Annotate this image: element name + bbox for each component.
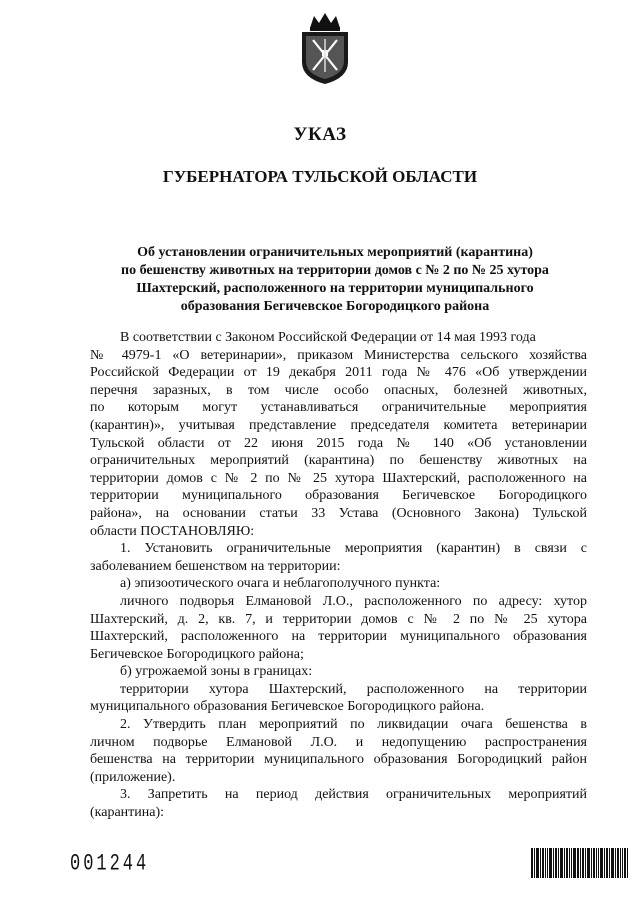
body-line: бешенства на территории муниципального образования Богородицкий район bbox=[90, 752, 587, 768]
body-line: № 4979-1 «О ветеринарии», приказом Министерства сельского хозяйства bbox=[90, 347, 587, 363]
body-line: б) угрожаемой зоны в границах: bbox=[120, 664, 313, 680]
document-serial-number: 001244 bbox=[70, 852, 150, 878]
body-line: муниципального образования Бегичевское Богородицкого района. bbox=[90, 699, 485, 715]
subject-line: Об установлении ограничительных мероприятий (карантина) bbox=[137, 245, 533, 260]
body-line: территории хутора Шахтерский, расположенного на территории bbox=[120, 681, 587, 697]
body-line: 1. Установить ограничительные мероприятия (карантин) в связи с bbox=[120, 541, 587, 557]
body-line: ограничительных мероприятий (карантина) по бешенству животных на bbox=[90, 453, 587, 469]
document-title: УКАЗ bbox=[293, 124, 347, 145]
body-line: а) эпизоотического очага и неблагополучного пункта: bbox=[120, 576, 441, 592]
body-line: по которым могут устанавливаться ограничительные мероприятия bbox=[90, 400, 587, 416]
body-line: Шахтерский, расположенного на территории муниципального образования bbox=[90, 629, 587, 645]
body-line: Бегичевское Богородицкого района; bbox=[90, 646, 304, 662]
body-line: В соответствии с Законом Российской Федерации от 14 мая 1993 года bbox=[120, 330, 536, 345]
document-subject bbox=[100, 244, 570, 316]
tula-coat-of-arms-icon bbox=[298, 10, 352, 86]
body-line: области ПОСТАНОВЛЯЮ: bbox=[90, 523, 255, 539]
body-line: Шахтерский, д. 2, кв. 7, и территории домов с № 2 по № 25 хутора bbox=[90, 611, 587, 627]
body-line: района», на основании статьи 33 Устава (Основного Закона) Тульской bbox=[90, 505, 587, 521]
body-line: территории муниципального образования Бегичевское Богородицкого bbox=[90, 488, 587, 504]
subject-line: образования Бегичевское Богородицкого района bbox=[180, 299, 490, 314]
body-line: 3. Запретить на период действия ограничительных мероприятий bbox=[120, 787, 587, 803]
document-body bbox=[90, 329, 587, 822]
body-line: (карантин)», учитывая представление председателя комитета ветеринарии bbox=[90, 417, 587, 433]
body-line: заболеванием бешенством на территории: bbox=[90, 558, 341, 574]
body-line: (карантина): bbox=[90, 805, 165, 821]
subject-line: по бешенству животных на территории домов с № 2 по № 25 хутора bbox=[121, 263, 549, 278]
body-line: территории домов с № 2 по № 25 хутора Шахтерский, расположенного на bbox=[90, 470, 587, 486]
body-line: перечня заразных, в том числе особо опасных, болезней животных, bbox=[90, 382, 587, 398]
body-line: личного подворья Елмановой Л.О., расположенного по адресу: хутор bbox=[120, 593, 587, 609]
barcode-icon bbox=[531, 848, 628, 878]
body-line: Российской Федерации от 19 декабря 2011 года № 476 «Об утверждении bbox=[90, 365, 587, 381]
body-line: личном подворье Елмановой Л.О. и недопущению распространения bbox=[90, 734, 587, 750]
body-line: 2. Утвердить план мероприятий по ликвидации очага бешенства в bbox=[120, 717, 587, 733]
subject-line: Шахтерский, расположенного на территории муниципального bbox=[136, 281, 534, 296]
body-line: Тульской области от 22 июня 2015 года № 140 «Об установлении bbox=[90, 435, 587, 451]
document-issuer: ГУБЕРНАТОРА ТУЛЬСКОЙ ОБЛАСТИ bbox=[162, 167, 478, 186]
body-line: (приложение). bbox=[90, 769, 176, 785]
